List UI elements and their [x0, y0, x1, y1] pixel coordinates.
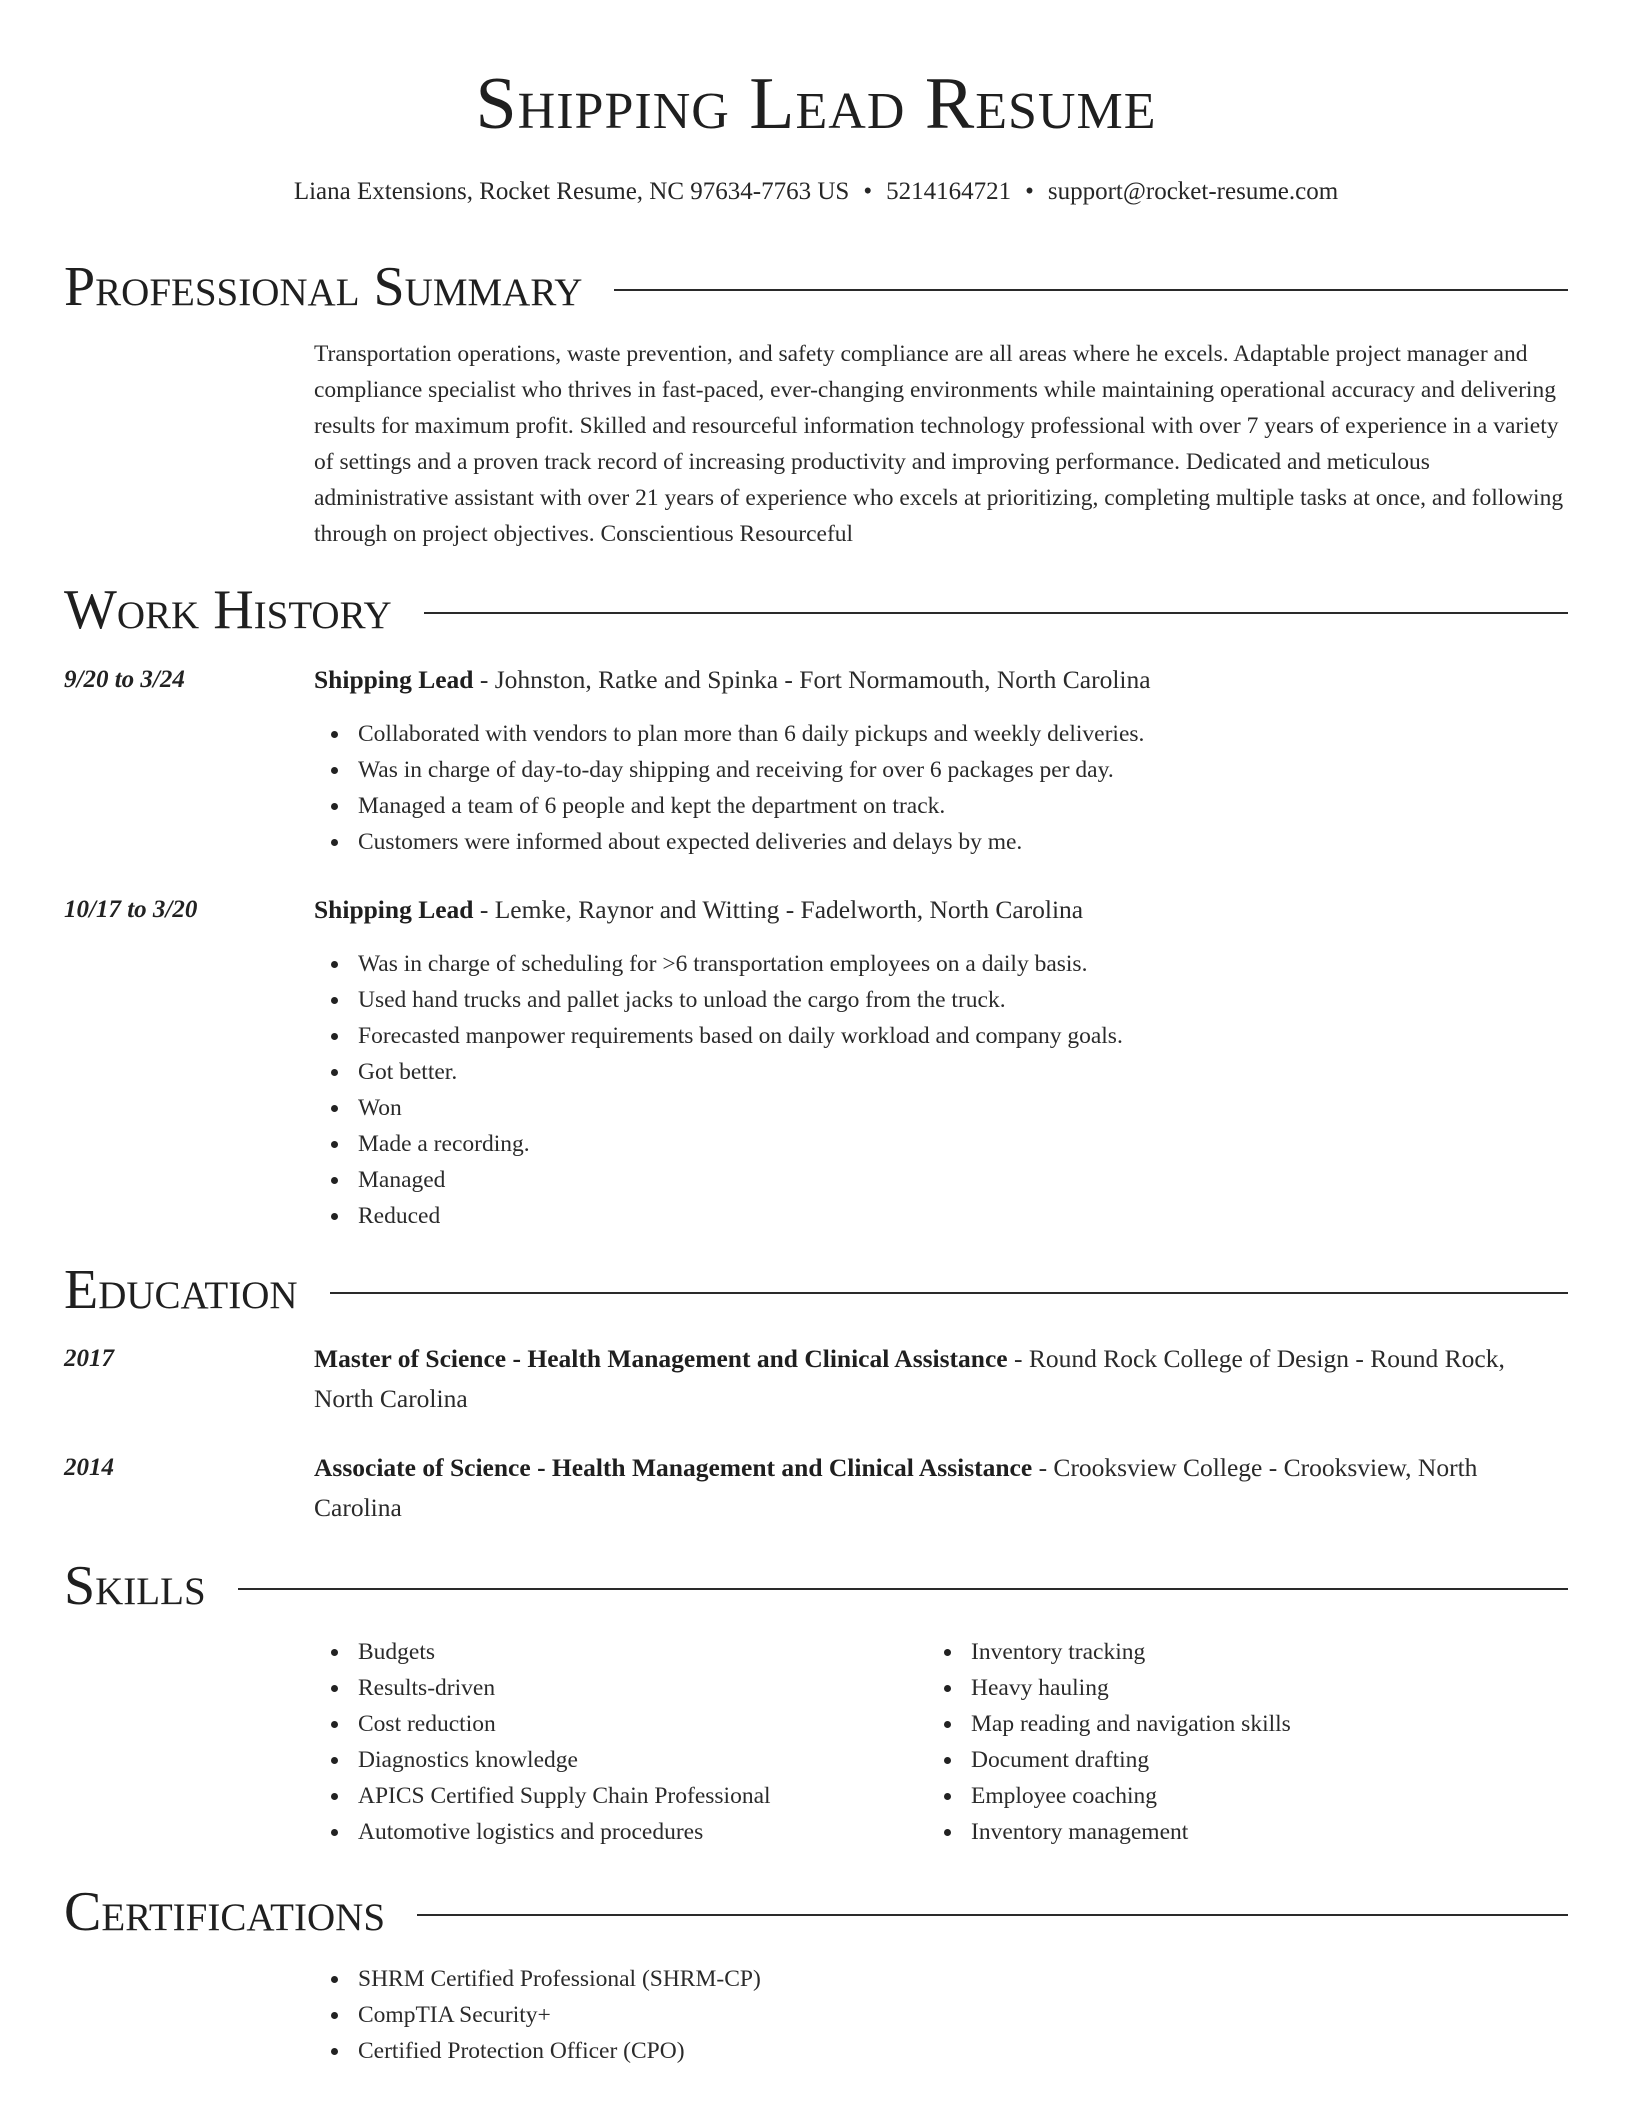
contact-address: Liana Extensions, Rocket Resume, NC 97634-7763 US: [293, 178, 850, 205]
job-1-dates: 9/20 to 3/24: [64, 666, 185, 693]
skill-item: Results-driven: [358, 1670, 771, 1706]
education-2-details: - Crooksview College - Crooksview, North Carolina: [314, 1453, 1478, 1522]
work-section-header: [64, 578, 1568, 642]
list-item: Made a recording.: [358, 1126, 1123, 1162]
contact-phone: 5214164721: [886, 178, 1012, 205]
section-divider: [238, 1588, 1568, 1590]
resume-title: Shipping Lead Resume: [475, 63, 1157, 145]
list-item: Managed a team of 6 people and kept the department on track.: [358, 788, 1144, 824]
section-divider: [330, 1292, 1568, 1294]
skill-item: APICS Certified Supply Chain Professional: [358, 1778, 771, 1814]
list-item: Reduced: [358, 1198, 1123, 1234]
contact-separator: •: [1025, 178, 1034, 205]
education-1-year: 2017: [64, 1345, 114, 1372]
list-item: Forecasted manpower requirements based on daily workload and company goals.: [358, 1018, 1123, 1054]
education-2-degree: Associate of Science - Health Management and Clinical Assistance: [314, 1453, 1033, 1482]
skill-item: Document drafting: [971, 1742, 1291, 1778]
skills-list-right: [927, 1634, 1291, 1850]
summary-section-header: [64, 255, 1568, 319]
skill-item: Inventory tracking: [971, 1634, 1291, 1670]
certifications-list: [314, 1961, 761, 2069]
contact-email: support@rocket-resume.com: [1047, 178, 1339, 205]
certifications-section-header: [64, 1880, 1568, 1944]
section-divider: [424, 612, 1568, 614]
education-1-entry: [314, 1339, 1568, 1419]
job-2-dates: 10/17 to 3/20: [64, 896, 198, 923]
skill-item: Diagnostics knowledge: [358, 1742, 771, 1778]
summary-heading: Professional Summary: [64, 256, 583, 318]
skill-item: Cost reduction: [358, 1706, 771, 1742]
section-divider: [417, 1914, 1568, 1916]
skill-item: Automotive logistics and procedures: [358, 1814, 771, 1850]
list-item: Used hand trucks and pallet jacks to unload the cargo from the truck.: [358, 982, 1123, 1018]
education-2-entry: [314, 1448, 1568, 1528]
list-item: Was in charge of scheduling for >6 transportation employees on a daily basis.: [358, 946, 1123, 982]
skill-item: Inventory management: [971, 1814, 1291, 1850]
job-2-details: - Lemke, Raynor and Witting - Fadelworth, North Carolina: [473, 895, 1084, 924]
skill-item: Budgets: [358, 1634, 771, 1670]
work-heading: Work History: [64, 579, 392, 641]
job-1-details: - Johnston, Ratke and Spinka - Fort Normamouth, North Carolina: [473, 665, 1151, 694]
certification-item: Certified Protection Officer (CPO): [358, 2033, 761, 2069]
list-item: Collaborated with vendors to plan more than 6 daily pickups and weekly deliveries.: [358, 716, 1144, 752]
job-1-heading: [314, 660, 1568, 700]
education-section-header: [64, 1258, 1568, 1322]
certification-item: CompTIA Security+: [358, 1997, 761, 2033]
skill-item: Employee coaching: [971, 1778, 1291, 1814]
contact-separator: •: [863, 178, 873, 205]
certification-item: SHRM Certified Professional (SHRM-CP): [358, 1961, 761, 1997]
section-divider: [614, 289, 1568, 291]
list-item: Customers were informed about expected deliveries and delays by me.: [358, 824, 1144, 860]
skills-section-header: [64, 1554, 1568, 1618]
education-2-year: 2014: [64, 1454, 114, 1481]
certifications-heading: Certifications: [64, 1881, 386, 1943]
skill-item: Map reading and navigation skills: [971, 1706, 1291, 1742]
education-heading: Education: [64, 1259, 298, 1321]
list-item: Got better.: [358, 1054, 1123, 1090]
skills-list-left: [314, 1634, 771, 1850]
list-item: Managed: [358, 1162, 1123, 1198]
contact-line: [0, 176, 1632, 208]
list-item: Was in charge of day-to-day shipping and receiving for over 6 packages per day.: [358, 752, 1144, 788]
job-1-title: Shipping Lead: [314, 665, 474, 694]
list-item: Won: [358, 1090, 1123, 1126]
job-2-title: Shipping Lead: [314, 895, 474, 924]
job-1-bullets: [314, 716, 1144, 860]
skill-item: Heavy hauling: [971, 1670, 1291, 1706]
skills-heading: Skills: [64, 1555, 206, 1617]
job-2-heading: [314, 890, 1568, 930]
summary-text: Transportation operations, waste prevention, and safety compliance are all areas where he excels. Adaptable project manager and compliance specialist who thrives in fast-paced, ever-changing environments while maintaining operational accuracy and delivering results for maximum profit. Skilled and resourceful information technology professional with over 7 years of experience in a variety of settings and a proven track record of increasing productivity and improving performance. Dedicated and meticulous administrative assistant with over 21 years of experience who excels at prioritizing, completing multiple tasks at once, and following through on project objectives. Conscientious Resourceful: [314, 341, 1564, 547]
job-2-bullets: [314, 946, 1123, 1234]
education-1-details: - Round Rock College of Design - Round Rock, North Carolina: [314, 1344, 1505, 1413]
education-1-degree: Master of Science - Health Management and Clinical Assistance: [314, 1344, 1008, 1373]
